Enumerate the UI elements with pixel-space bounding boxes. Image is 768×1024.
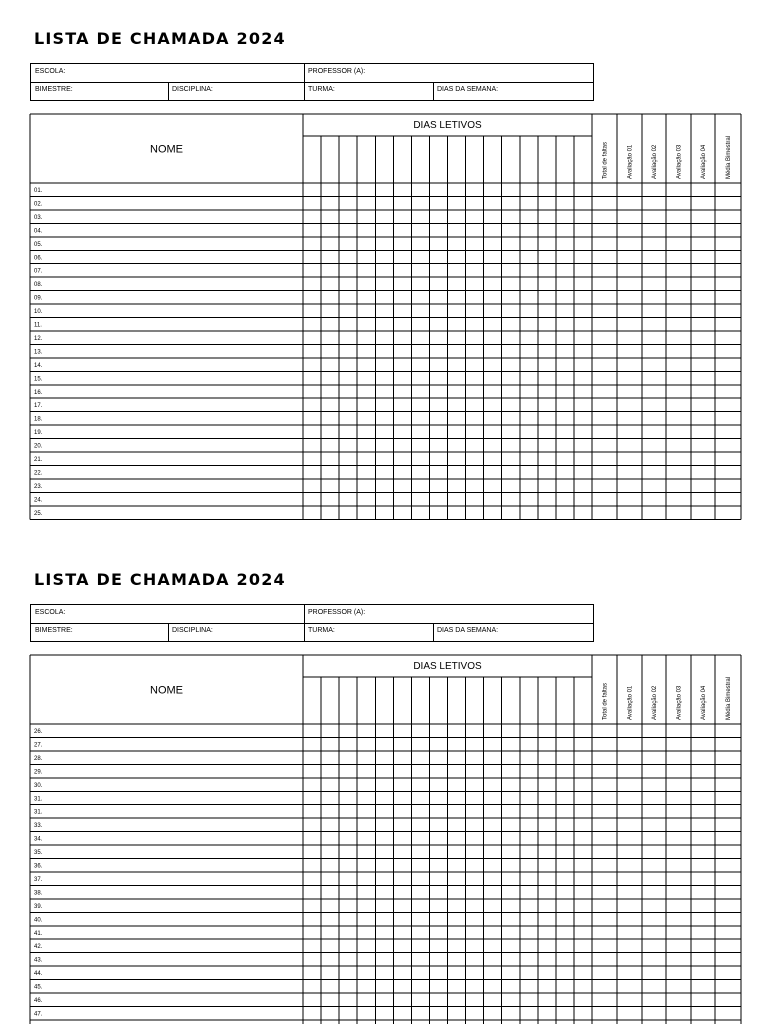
eval-column-header: Avaliação 04 (701, 685, 707, 720)
row-number: 30. (34, 782, 43, 789)
escola-field[interactable]: ESCOLA: (35, 68, 66, 75)
professor-field[interactable]: PROFESSOR (A): (308, 68, 366, 75)
row-number: 15. (34, 376, 43, 383)
row-number: 01. (34, 188, 43, 194)
bimestre-field[interactable]: BIMESTRE: (35, 86, 73, 93)
row-number: 42. (34, 944, 43, 951)
row-number: 31. (34, 809, 43, 816)
row-number: 12. (34, 335, 43, 342)
row-number: 35. (34, 850, 43, 857)
row-number: 17. (34, 403, 43, 410)
professor-field[interactable]: PROFESSOR (A): (308, 609, 366, 616)
row-number: 02. (34, 201, 43, 208)
row-number: 21. (34, 457, 43, 463)
dias-letivos-header: DIAS LETIVOS (413, 661, 482, 672)
eval-column-header: Avaliação 03 (676, 685, 683, 720)
row-number: 38. (34, 890, 43, 897)
row-number: 43. (34, 957, 43, 964)
eval-column-header: Avaliação 01 (627, 685, 634, 720)
row-number: 14. (34, 362, 43, 369)
row-number: 44. (34, 971, 43, 978)
row-number: 33. (34, 823, 43, 830)
row-number: 03. (34, 214, 43, 221)
row-number: 47. (34, 1011, 43, 1018)
row-number: 45. (34, 984, 43, 991)
row-number: 07. (34, 268, 43, 275)
row-number: 09. (34, 295, 43, 302)
row-number: 31. (34, 796, 43, 803)
eval-column-header: Média Bimestral (726, 676, 732, 720)
eval-column-header: Total de faltas (602, 682, 609, 720)
sheet-title: LISTA DE CHAMADA 2024 (34, 29, 286, 48)
row-number: 24. (34, 497, 43, 504)
disciplina-field[interactable]: DISCIPLINA: (172, 627, 213, 634)
escola-field[interactable]: ESCOLA: (35, 609, 66, 616)
row-number: 19. (34, 430, 43, 437)
turma-field[interactable]: TURMA: (308, 86, 335, 93)
nome-header: NOME (150, 684, 183, 697)
eval-column-header: Avaliação 02 (652, 685, 658, 720)
row-number: 25. (34, 510, 43, 517)
eval-column-header: Avaliação 03 (676, 144, 683, 179)
row-number: 13. (34, 349, 43, 356)
row-number: 20. (34, 443, 43, 450)
row-number: 08. (34, 282, 43, 289)
turma-field[interactable]: TURMA: (308, 627, 335, 634)
nome-header: NOME (150, 143, 183, 156)
row-number: 27. (34, 742, 43, 749)
row-number: 46. (34, 998, 43, 1004)
row-number: 36. (34, 863, 43, 870)
eval-column-header: Total de faltas (602, 141, 609, 179)
row-number: 22. (34, 470, 43, 477)
row-number: 06. (34, 255, 43, 262)
row-number: 41. (34, 930, 43, 937)
row-number: 16. (34, 389, 43, 396)
grid-lines (30, 655, 741, 1024)
dias-semana-field[interactable]: DIAS DA SEMANA: (437, 627, 499, 634)
row-number: 29. (34, 769, 43, 776)
row-number: 05. (34, 241, 43, 248)
eval-column-header: Média Bimestral (726, 135, 732, 179)
row-number: 28. (34, 755, 43, 762)
eval-column-header: Avaliação 01 (627, 144, 634, 179)
row-number: 26. (34, 729, 43, 735)
row-number: 18. (34, 416, 43, 423)
row-number: 10. (34, 309, 43, 316)
row-number: 23. (34, 483, 43, 490)
row-number: 37. (34, 876, 43, 883)
disciplina-field[interactable]: DISCIPLINA: (172, 86, 213, 93)
row-number: 34. (34, 836, 43, 843)
row-number: 04. (34, 228, 43, 235)
bimestre-field[interactable]: BIMESTRE: (35, 627, 73, 634)
row-number: 39. (34, 903, 43, 910)
dias-letivos-header: DIAS LETIVOS (413, 120, 482, 131)
sheet-title: LISTA DE CHAMADA 2024 (34, 570, 286, 589)
row-number: 40. (34, 917, 43, 924)
eval-column-header: Avaliação 04 (701, 144, 707, 179)
dias-semana-field[interactable]: DIAS DA SEMANA: (437, 86, 499, 93)
eval-column-header: Avaliação 02 (652, 144, 658, 179)
row-number: 11. (34, 322, 42, 329)
